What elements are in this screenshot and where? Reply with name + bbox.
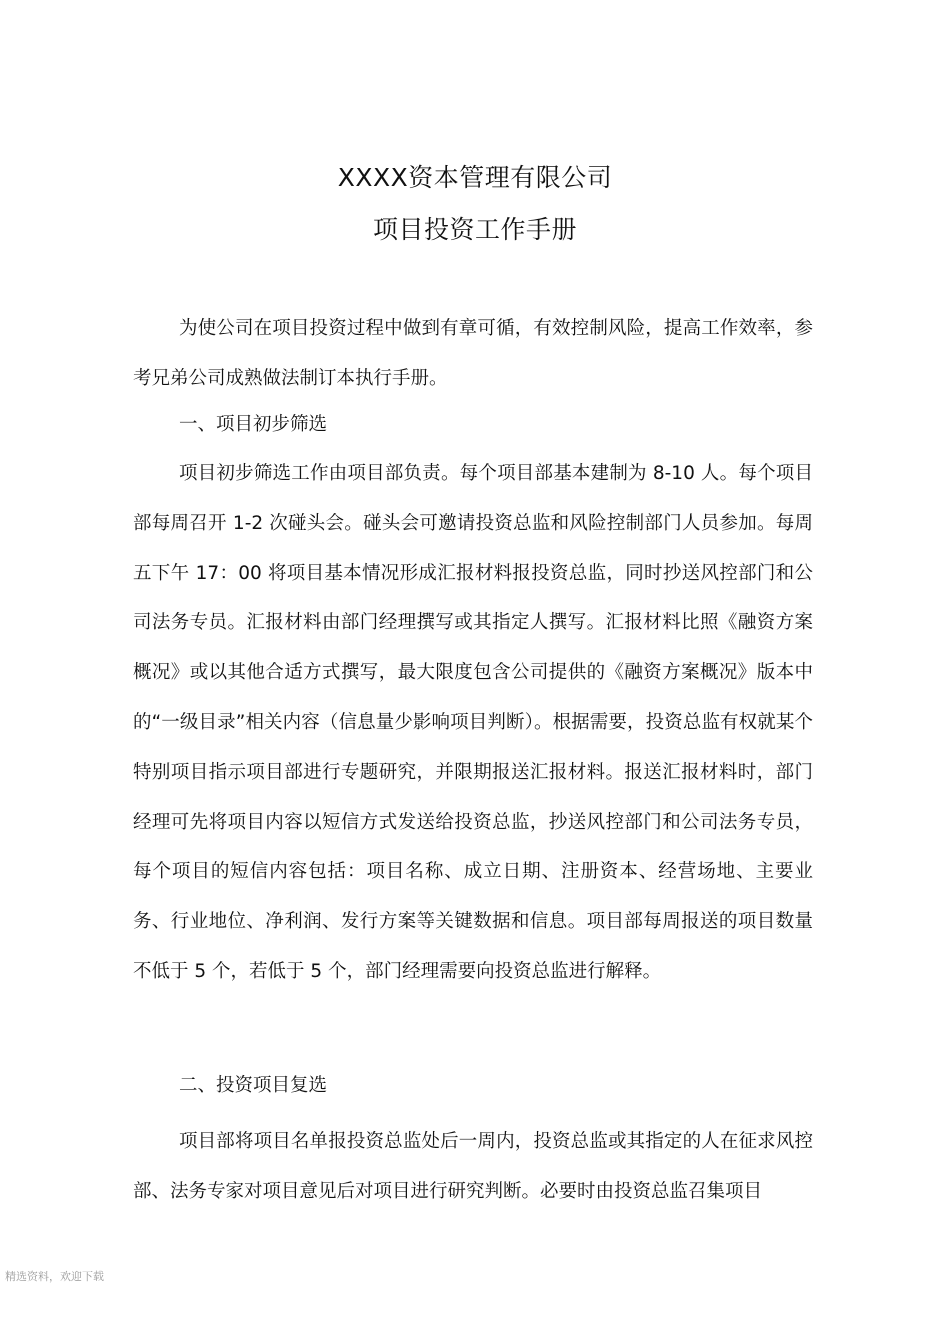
- section-body-2: 项目部将项目名单报投资总监处后一周内，投资总监或其指定的人在征求风控部、法务专家对项目意见后对项目进行研究判断。必要时由投资总监召集项目: [133, 1131, 813, 1202]
- section-heading-2: 二、投资项目复选: [179, 1075, 328, 1096]
- document-title: XXXX资本管理有限公司: [337, 163, 613, 192]
- section-body-1: 项目初步筛选工作由项目部负责。每个项目部基本建制为 8-10 人。每个项目部每周召开 1-2 次碰头会。碰头会可邀请投资总监和风险控制部门人员参加。每周五下午 17：00 将项目基本情况形成汇报材料报投资总监，同时抄送风控部门和公司法务专员。汇报材料由部门经理撰写或其指定人撰写。汇报材料比照《融资方案概况》或以其他合适方式撰写，最大限度包含公司提供的《融资方案概况》版本中的“一级目录”相关内容（信息量少影响项目判断）。根据需要，投资总监有权就某个特别项目指示项目部进行专题研究，并限期报送汇报材料。报送汇报材料时，部门经理可先将项目内容以短信方式发送给投资总监，抄送风控部门和公司法务专员，每个项目的短信内容包括：项目名称、成立日期、注册资本、经营场地、主要业务、行业地位、净利润、发行方案等关键数据和信息。项目部每周报送的项目数量不低于 5 个，若低于 5 个，部门经理需要向投资总监进行解释。: [133, 463, 813, 982]
- document-subtitle: 项目投资工作手册: [372, 215, 577, 244]
- section-heading-1: 一、项目初步筛选: [179, 414, 328, 435]
- footer-note: 精选资料，欢迎下载: [5, 1270, 104, 1283]
- intro-paragraph: 为使公司在项目投资过程中做到有章可循，有效控制风险，提高工作效率，参考兄弟公司成熟做法制订本执行手册。: [133, 318, 813, 389]
